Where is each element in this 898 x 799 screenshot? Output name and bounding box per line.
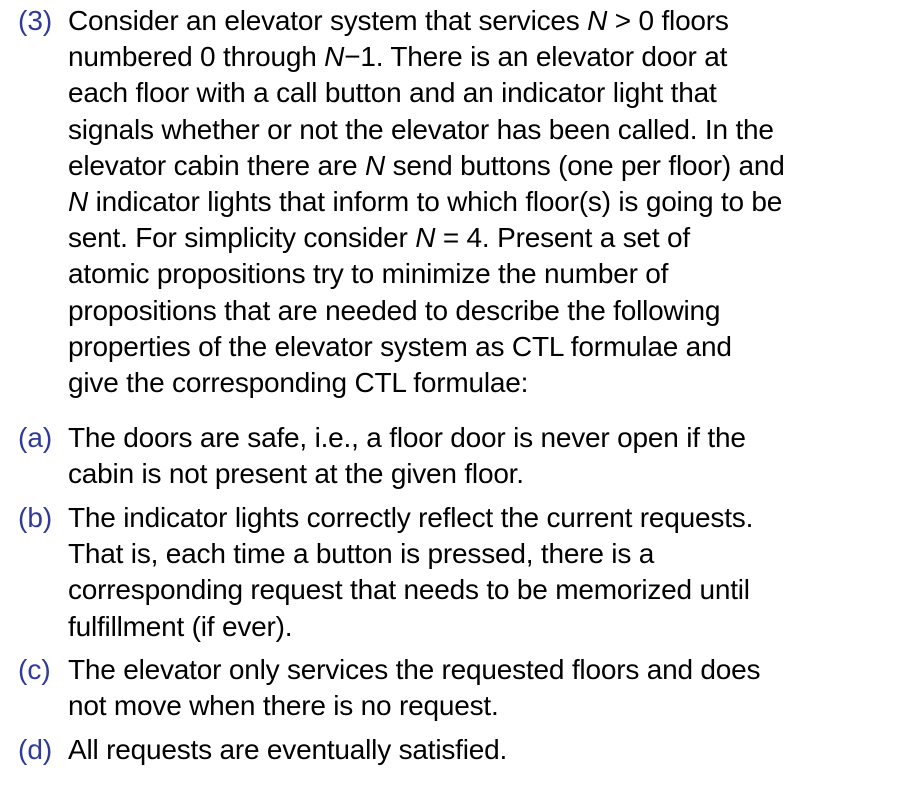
text-line: elevator cabin there are N send buttons (one per floor) and xyxy=(68,149,785,181)
text-line: corresponding request that needs to be memorized until xyxy=(68,574,750,606)
text-line: properties of the elevator system as CTL formulae and xyxy=(68,330,732,362)
item-label: (a) xyxy=(18,422,53,453)
math-variable: N xyxy=(415,222,436,254)
text-line: each floor with a call button and an indicator light that xyxy=(68,77,717,109)
item-text xyxy=(68,652,760,724)
text-line: numbered 0 through N−1. There is an elevator door at xyxy=(68,41,728,73)
math-variable: N xyxy=(68,186,89,218)
text-line: Consider an elevator system that services N > 0 floors xyxy=(68,5,729,36)
text-line: fulfillment (if ever). xyxy=(68,610,293,642)
text-line: give the corresponding CTL formulae: xyxy=(68,367,529,399)
text-line: propositions that are needed to describe the following xyxy=(68,294,721,326)
text-line: The doors are safe, i.e., a floor door is never open if the xyxy=(68,422,746,453)
item-text xyxy=(68,420,746,492)
item-text xyxy=(68,732,507,768)
text-line: That is, each time a button is pressed, there is a xyxy=(68,538,655,570)
text-line: not move when there is no request. xyxy=(68,690,499,722)
text-line: sent. For simplicity consider N = 4. Present a set of xyxy=(68,222,691,254)
text-line: cabin is not present at the given floor. xyxy=(68,458,524,490)
text-line: All requests are eventually satisfied. xyxy=(68,734,508,765)
problem-number: (3) xyxy=(18,5,53,36)
problem-text xyxy=(68,3,785,401)
text-line: N indicator lights that inform to which floor(s) is going to be xyxy=(68,186,783,218)
text-line: The elevator only services the requested floors and does xyxy=(68,654,761,685)
item-label: (b) xyxy=(18,502,53,533)
text-line: signals whether or not the elevator has been called. In the xyxy=(68,113,774,145)
item-text xyxy=(68,500,753,645)
text-line: The indicator lights correctly reflect the current requests. xyxy=(68,502,754,533)
math-variable: N xyxy=(364,149,385,181)
math-variable: N xyxy=(324,41,345,73)
text-line: atomic propositions try to minimize the number of xyxy=(68,258,669,290)
item-label: (d) xyxy=(18,734,53,765)
item-label: (c) xyxy=(18,654,51,685)
math-variable: N xyxy=(587,5,608,36)
